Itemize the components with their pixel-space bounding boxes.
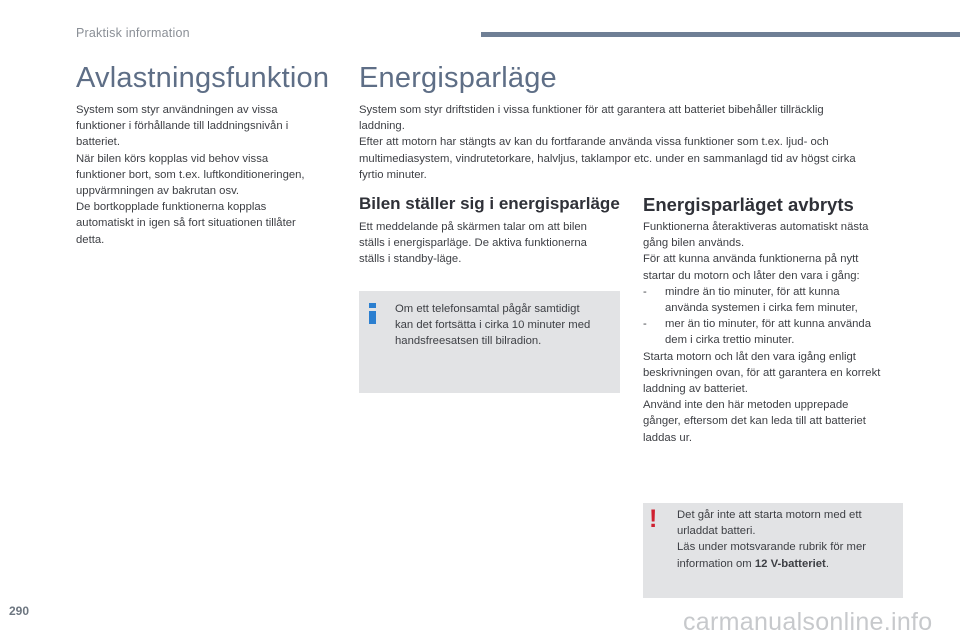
battery-link-text: 12 V-batteriet [754, 557, 826, 570]
text-line: System som styr användningen av vissa [76, 104, 278, 116]
text-line: mer än tio minuter, för att kunna använda [665, 318, 871, 331]
text-line: För att kunna använda funktionerna på nytt [643, 253, 859, 266]
text-line: använda systemen i cirka fem minuter, [665, 302, 858, 315]
text-line: mindre än tio minuter, för att kunna [665, 285, 840, 298]
left-body [76, 102, 346, 248]
text-segment: information om [677, 557, 755, 570]
text-line: automatiskt in igen så fort situationen tillåter [76, 217, 296, 230]
text-line: Använd inte den här metoden upprepade [643, 399, 849, 412]
left-title: Avlastningsfunktion [76, 62, 330, 94]
text-line: kan det fortsätta i cirka 10 minuter med [395, 319, 591, 332]
text-line: funktioner i förhållande till laddningsnivån i [76, 120, 289, 133]
warning-icon: ! [649, 505, 658, 533]
text-line: uppvärmningen av bakrutan osv. [76, 185, 240, 198]
text-segment: . [825, 557, 829, 570]
main-title: Energisparläge [359, 62, 557, 94]
enter-body [359, 219, 621, 268]
watermark: carmanualsonline.info [683, 608, 933, 636]
text-line: batteriet. [76, 136, 120, 149]
text-line: beskrivningen ovan, för att garantera en korrekt [643, 366, 881, 379]
text-line: handsfreesatsen till bilradion. [395, 335, 542, 348]
exit-body [643, 219, 911, 446]
text-line: Läs under motsvarande rubrik för mer [677, 541, 866, 554]
text-line: laddning. [359, 120, 405, 133]
text-line: gång bilen används. [643, 237, 745, 250]
section-label: Praktisk information [76, 26, 190, 40]
info-icon [368, 303, 378, 325]
bullet-dash: - [643, 318, 647, 331]
list-item [643, 284, 911, 316]
text-line: detta. [76, 233, 105, 246]
text-line: urladdat batteri. [677, 525, 756, 538]
info-box-text [395, 301, 617, 350]
text-line: Om ett telefonsamtal pågår samtidigt [395, 303, 580, 315]
list-item [643, 316, 911, 348]
warning-box-text [677, 507, 899, 572]
text-line: dem i cirka trettio minuter. [665, 334, 795, 347]
text-line: Starta motorn och låt den vara igång enligt [643, 350, 856, 363]
text-line: startar du motorn och låter den vara i gång: [643, 269, 860, 282]
text-line: När bilen körs kopplas vid behov vissa [76, 152, 269, 165]
text-line [677, 556, 899, 572]
text-line: ställs i standby-läge. [359, 253, 462, 266]
page-number: 290 [9, 604, 30, 618]
text-line: System som styr driftstiden i vissa funktioner för att garantera att batteriet bibehåller tillräcklig [359, 104, 824, 116]
text-line: gånger, eftersom det kan leda till att batteriet [643, 415, 866, 428]
text-line: Ett meddelande på skärmen talar om att bilen [359, 221, 587, 233]
text-line: Efter att motorn har stängts av kan du fortfarande använda vissa funktioner som t.ex. ljud- och [359, 136, 829, 149]
enter-heading: Bilen ställer sig i energisparläge [359, 194, 620, 213]
text-line: laddning av batteriet. [643, 383, 748, 396]
main-intro [359, 102, 919, 183]
header-bar [481, 32, 960, 37]
bullet-dash: - [643, 285, 647, 298]
text-line: funktioner bort, som t.ex. luftkonditioneringen, [76, 168, 305, 181]
text-line: ställs i energisparläge. De aktiva funktionerna [359, 237, 587, 250]
text-line: laddas ur. [643, 431, 692, 444]
text-line: Funktionerna återaktiveras automatiskt nästa [643, 221, 869, 233]
text-line: De bortkopplade funktionerna kopplas [76, 201, 267, 214]
text-line: fyrtio minuter. [359, 168, 427, 181]
text-line: multimediasystem, vindrutetorkare, halvljus, taklampor etc. under en sammanlagd tid av högst cirka [359, 152, 856, 165]
exit-heading: Energisparläget avbryts [643, 194, 854, 215]
text-line: Det går inte att starta motorn med ett [677, 509, 862, 521]
